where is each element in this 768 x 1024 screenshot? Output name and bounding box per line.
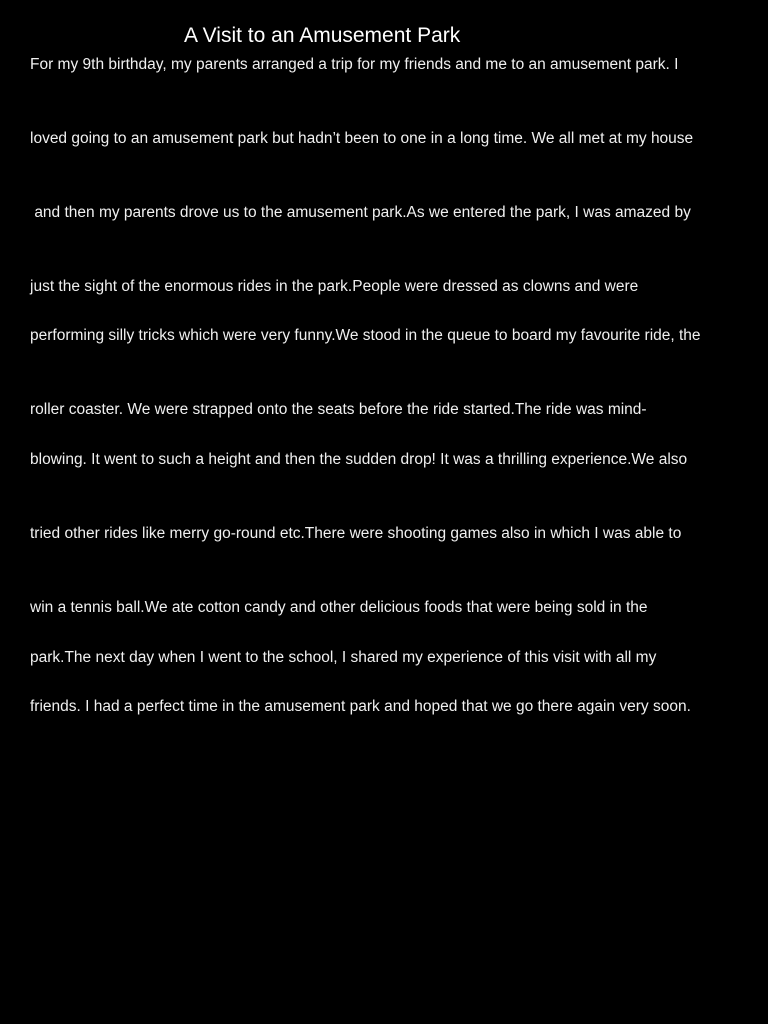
essay-line-2: loved going to an amusement park but hadn’t been to one in a long time. We all met at my house	[30, 130, 694, 147]
essay-line-1: For my 9th birthday, my parents arranged a trip for my friends and me to an amusement park. I	[30, 56, 679, 73]
essay-line-11: friends. I had a perfect time in the amusement park and hoped that we go there again very soon.	[30, 698, 691, 715]
document-title: A Visit to an Amusement Park	[184, 24, 461, 47]
essay-line-7: blowing. It went to such a height and then the sudden drop! It was a thrilling experience.We also	[30, 451, 688, 468]
essay-line-10: park.The next day when I went to the school, I shared my experience of this visit with all my	[30, 649, 657, 666]
essay-line-5: performing silly tricks which were very funny.We stood in the queue to board my favourite ride, the	[30, 327, 701, 344]
essay-line-8: tried other rides like merry go-round etc.There were shooting games also in which I was able to	[30, 525, 682, 542]
essay-line-9: win a tennis ball.We ate cotton candy and other delicious foods that were being sold in the	[30, 599, 648, 616]
essay-line-6: roller coaster. We were strapped onto the seats before the ride started.The ride was mind-	[30, 401, 647, 418]
essay-line-4: just the sight of the enormous rides in the park.People were dressed as clowns and were	[30, 278, 639, 295]
essay-line-3: and then my parents drove us to the amusement park.As we entered the park, I was amazed by	[30, 204, 691, 221]
